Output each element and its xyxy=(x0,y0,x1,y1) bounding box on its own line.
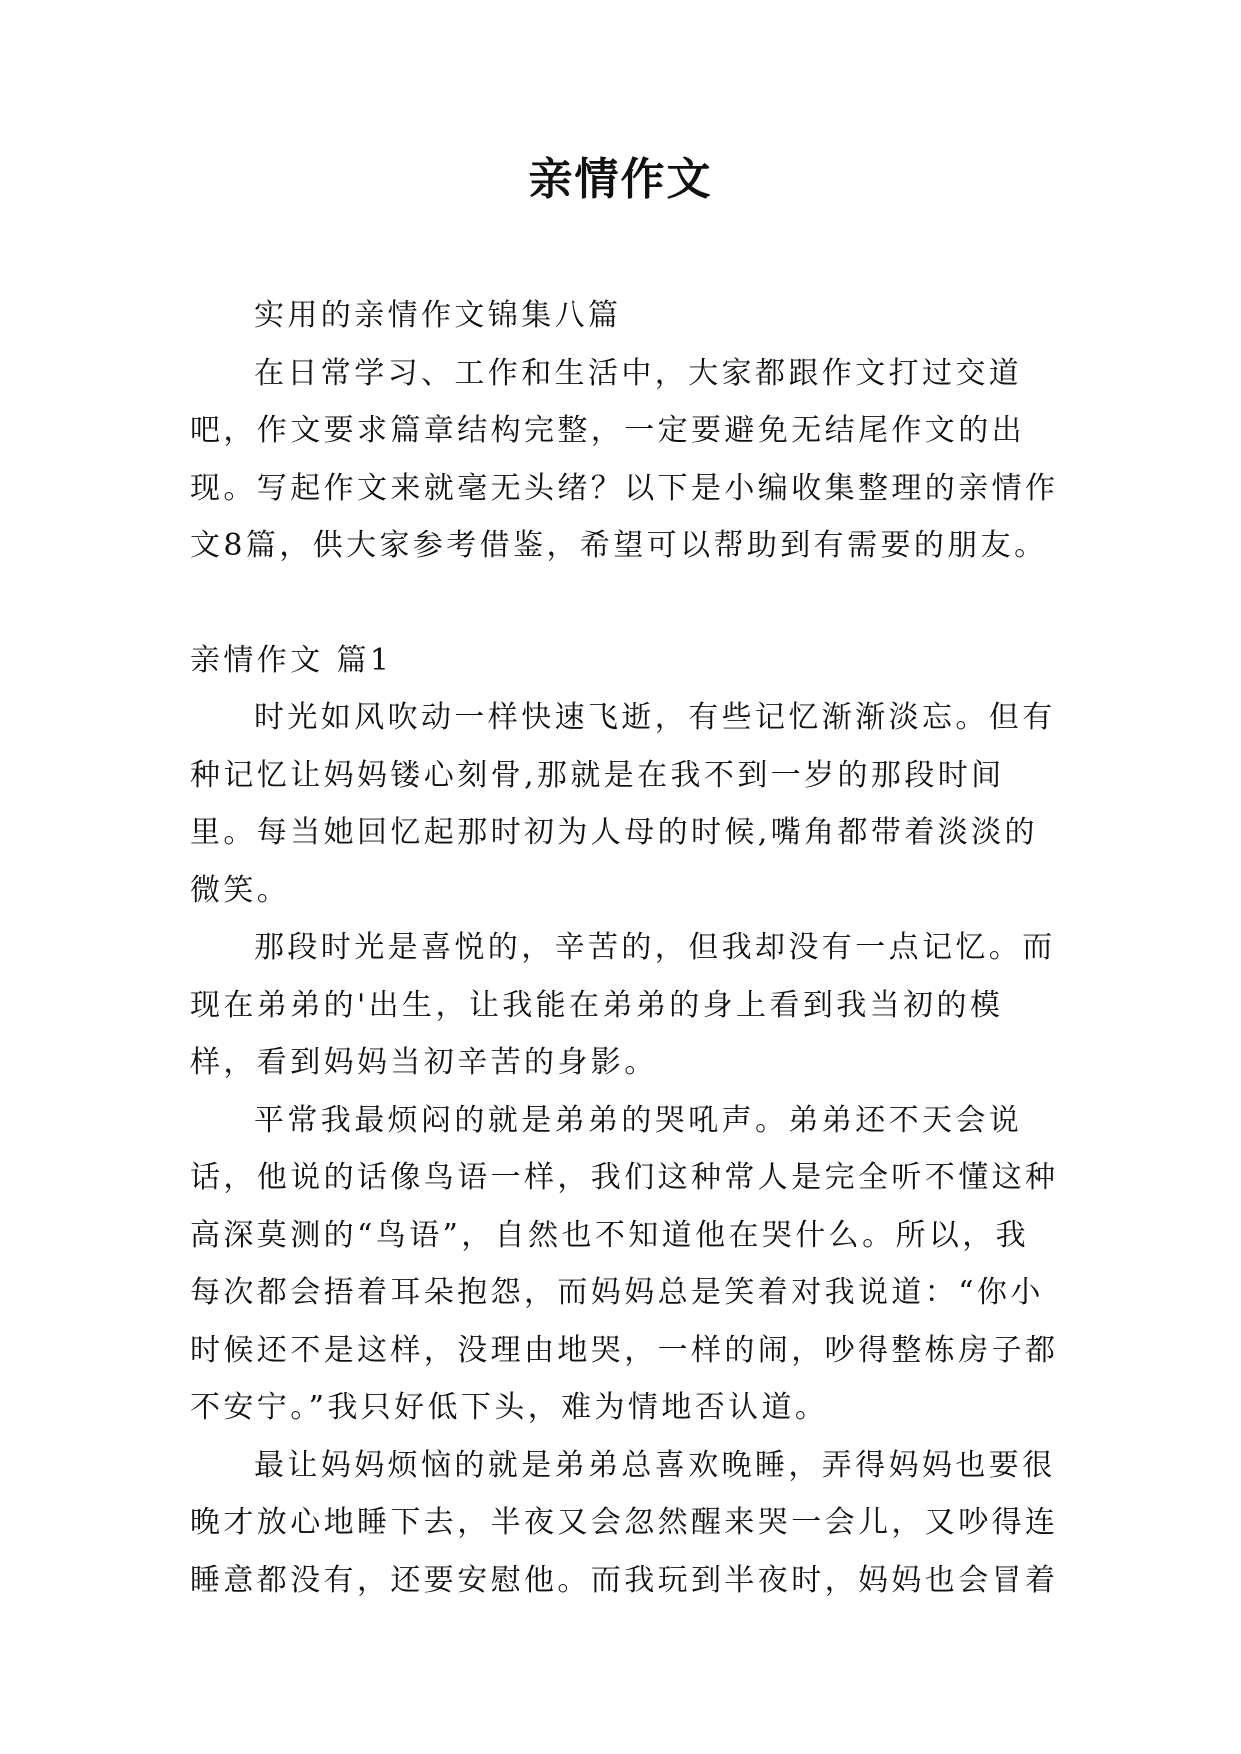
body-paragraph: 平常我最烦闷的就是弟弟的哭吼声。弟弟还不天会说话，他说的话像鸟语一样，我们这种常人是完全听不懂这种高深莫测的“鸟语”，自然也不知道他在哭什么。所以，我每次都会捂着耳朵抱怨，而妈妈总是笑着对我说道：“你小时候还不是这样，没理由地哭，一样的闹，吵得整栋房子都不安宁。”我只好低下头，难为情地否认道。 xyxy=(190,1102,1059,1425)
body-paragraph: 那段时光是喜悦的，辛苦的，但我却没有一点记忆。而现在弟弟的'出生，让我能在弟弟的身上看到我当初的模样，看到妈妈当初辛苦的身影。 xyxy=(190,930,1056,1080)
body-paragraph: 最让妈妈烦恼的就是弟弟总喜欢晚睡，弄得妈妈也要很晚才放心地睡下去，半夜又会忽然醒来哭一会儿，又吵得连睡意都没有，还要安慰他。而我玩到半夜时，妈妈也会冒着 xyxy=(190,1447,1059,1598)
intro-paragraph: 在日常学习、工作和生活中，大家都跟作文打过交道吧，作文要求篇章结构完整，一定要避免无结尾作文的出现。写起作文来就毫无头绪？以下是小编收集整理的亲情作文8篇，供大家参考借鉴，希望可以帮助到有需要的朋友。 xyxy=(190,355,1059,563)
body-paragraph: 时光如风吹动一样快速飞逝，有些记忆渐渐淡忘。但有种记忆让妈妈镂心刻骨,那就是在我不到一岁的那段时间里。每当她回忆起那时初为人母的时候,嘴角都带着淡淡的微笑。 xyxy=(190,700,1056,908)
page-title: 亲情作文 xyxy=(528,154,713,205)
section-heading: 亲情作文 篇1 xyxy=(190,642,393,678)
document-body xyxy=(190,287,1060,1609)
document-subtitle: 实用的亲情作文锦集八篇 xyxy=(254,298,622,333)
